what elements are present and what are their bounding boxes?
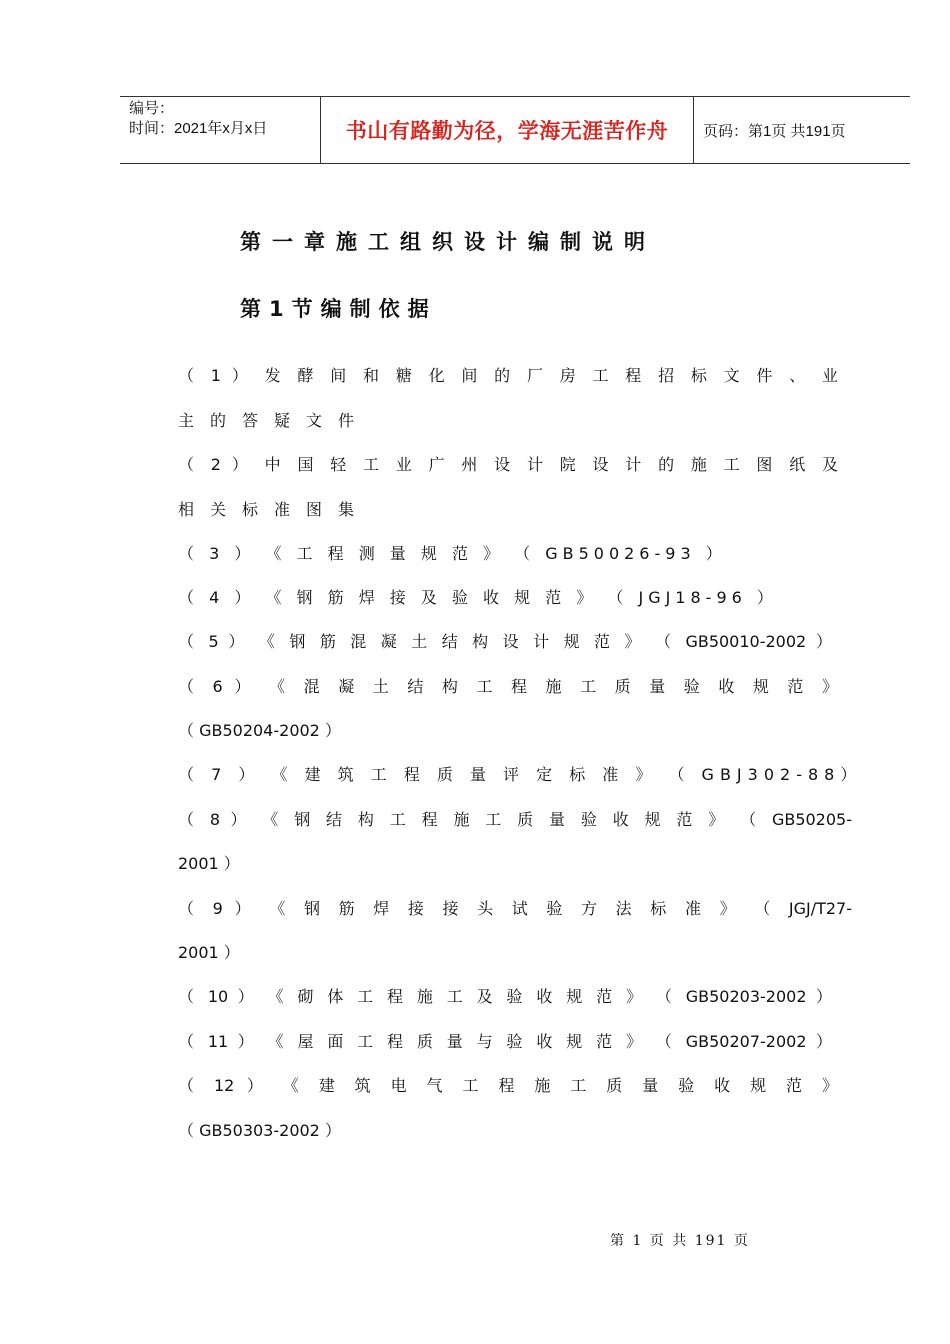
header-meta: [120, 97, 321, 163]
basis-item-1: （ 1 ） 发 酵 间 和 糖 化 间 的 厂 房 工 程 招 标 文 件 、 业: [178, 366, 838, 385]
basis-item-1-cont: 主的答疑文件: [178, 411, 371, 430]
basis-item-11: （ 11 ） 《 屋 面 工 程 质 量 与 验 收 规 范 》 （ GB50207-2002 ）: [178, 1032, 832, 1051]
header-page-info-cell: [694, 97, 910, 163]
basis-item-2-cont: 相关标准图集: [178, 500, 371, 519]
basis-item-6-cont: （ GB50204-2002 ）: [178, 721, 341, 740]
header-motto: 书山有路勤为径，学海无涯苦作舟: [345, 118, 669, 143]
basis-item-9: （ 9 ） 《 钢 筋 焊 接 接 头 试 验 方 法 标 准 》 （ JGJ/T27-: [178, 899, 852, 918]
header-page-info: 页码：第1页 共191页: [703, 122, 846, 140]
basis-item-9-cont: 2001 ）: [178, 943, 240, 962]
page-footer: 第 1 页 共 191 页: [610, 1233, 750, 1249]
basis-item-2: （ 2 ） 中 国 轻 工 业 广 州 设 计 院 设 计 的 施 工 图 纸 及: [178, 455, 838, 474]
basis-item-4: （ 4 ） 《 钢 筋 焊 接 及 验 收 规 范 》 （ JGJ18-96 ）: [178, 588, 778, 607]
basis-item-3: （ 3 ） 《 工 程 测 量 规 范 》 （ GB50026-93 ）: [178, 544, 727, 563]
basis-item-12-cont: （ GB50303-2002 ）: [178, 1121, 341, 1140]
header-motto-cell: [321, 97, 694, 163]
section-title: 第1节编制依据: [240, 297, 437, 321]
basis-item-8-cont: 2001 ）: [178, 854, 240, 873]
chapter-title: 第一章施工组织设计编制说明: [240, 230, 656, 254]
basis-item-7: （ 7 ） 《 建 筑 工 程 质 量 评 定 标 准 》 （ GBJ302-88）: [178, 765, 863, 784]
basis-item-6: （ 6 ） 《 混 凝 土 结 构 工 程 施 工 质 量 验 收 规 范 》: [178, 677, 838, 696]
document-number-label: 编号：: [129, 100, 175, 117]
document-date-label: 时间：2021年x月x日: [129, 120, 268, 137]
basis-item-12: （ 12 ） 《 建 筑 电 气 工 程 施 工 质 量 验 收 规 范 》: [178, 1076, 838, 1095]
basis-item-8: （ 8 ） 《 钢 结 构 工 程 施 工 质 量 验 收 规 范 》 （ GB50205-: [178, 810, 852, 829]
page-header: [120, 96, 910, 164]
basis-item-5: （ 5 ） 《 钢 筋 混 凝 土 结 构 设 计 规 范 》 （ GB50010-2002 ）: [178, 632, 832, 651]
basis-item-10: （ 10 ） 《 砌 体 工 程 施 工 及 验 收 规 范 》 （ GB50203-2002 ）: [178, 987, 832, 1006]
